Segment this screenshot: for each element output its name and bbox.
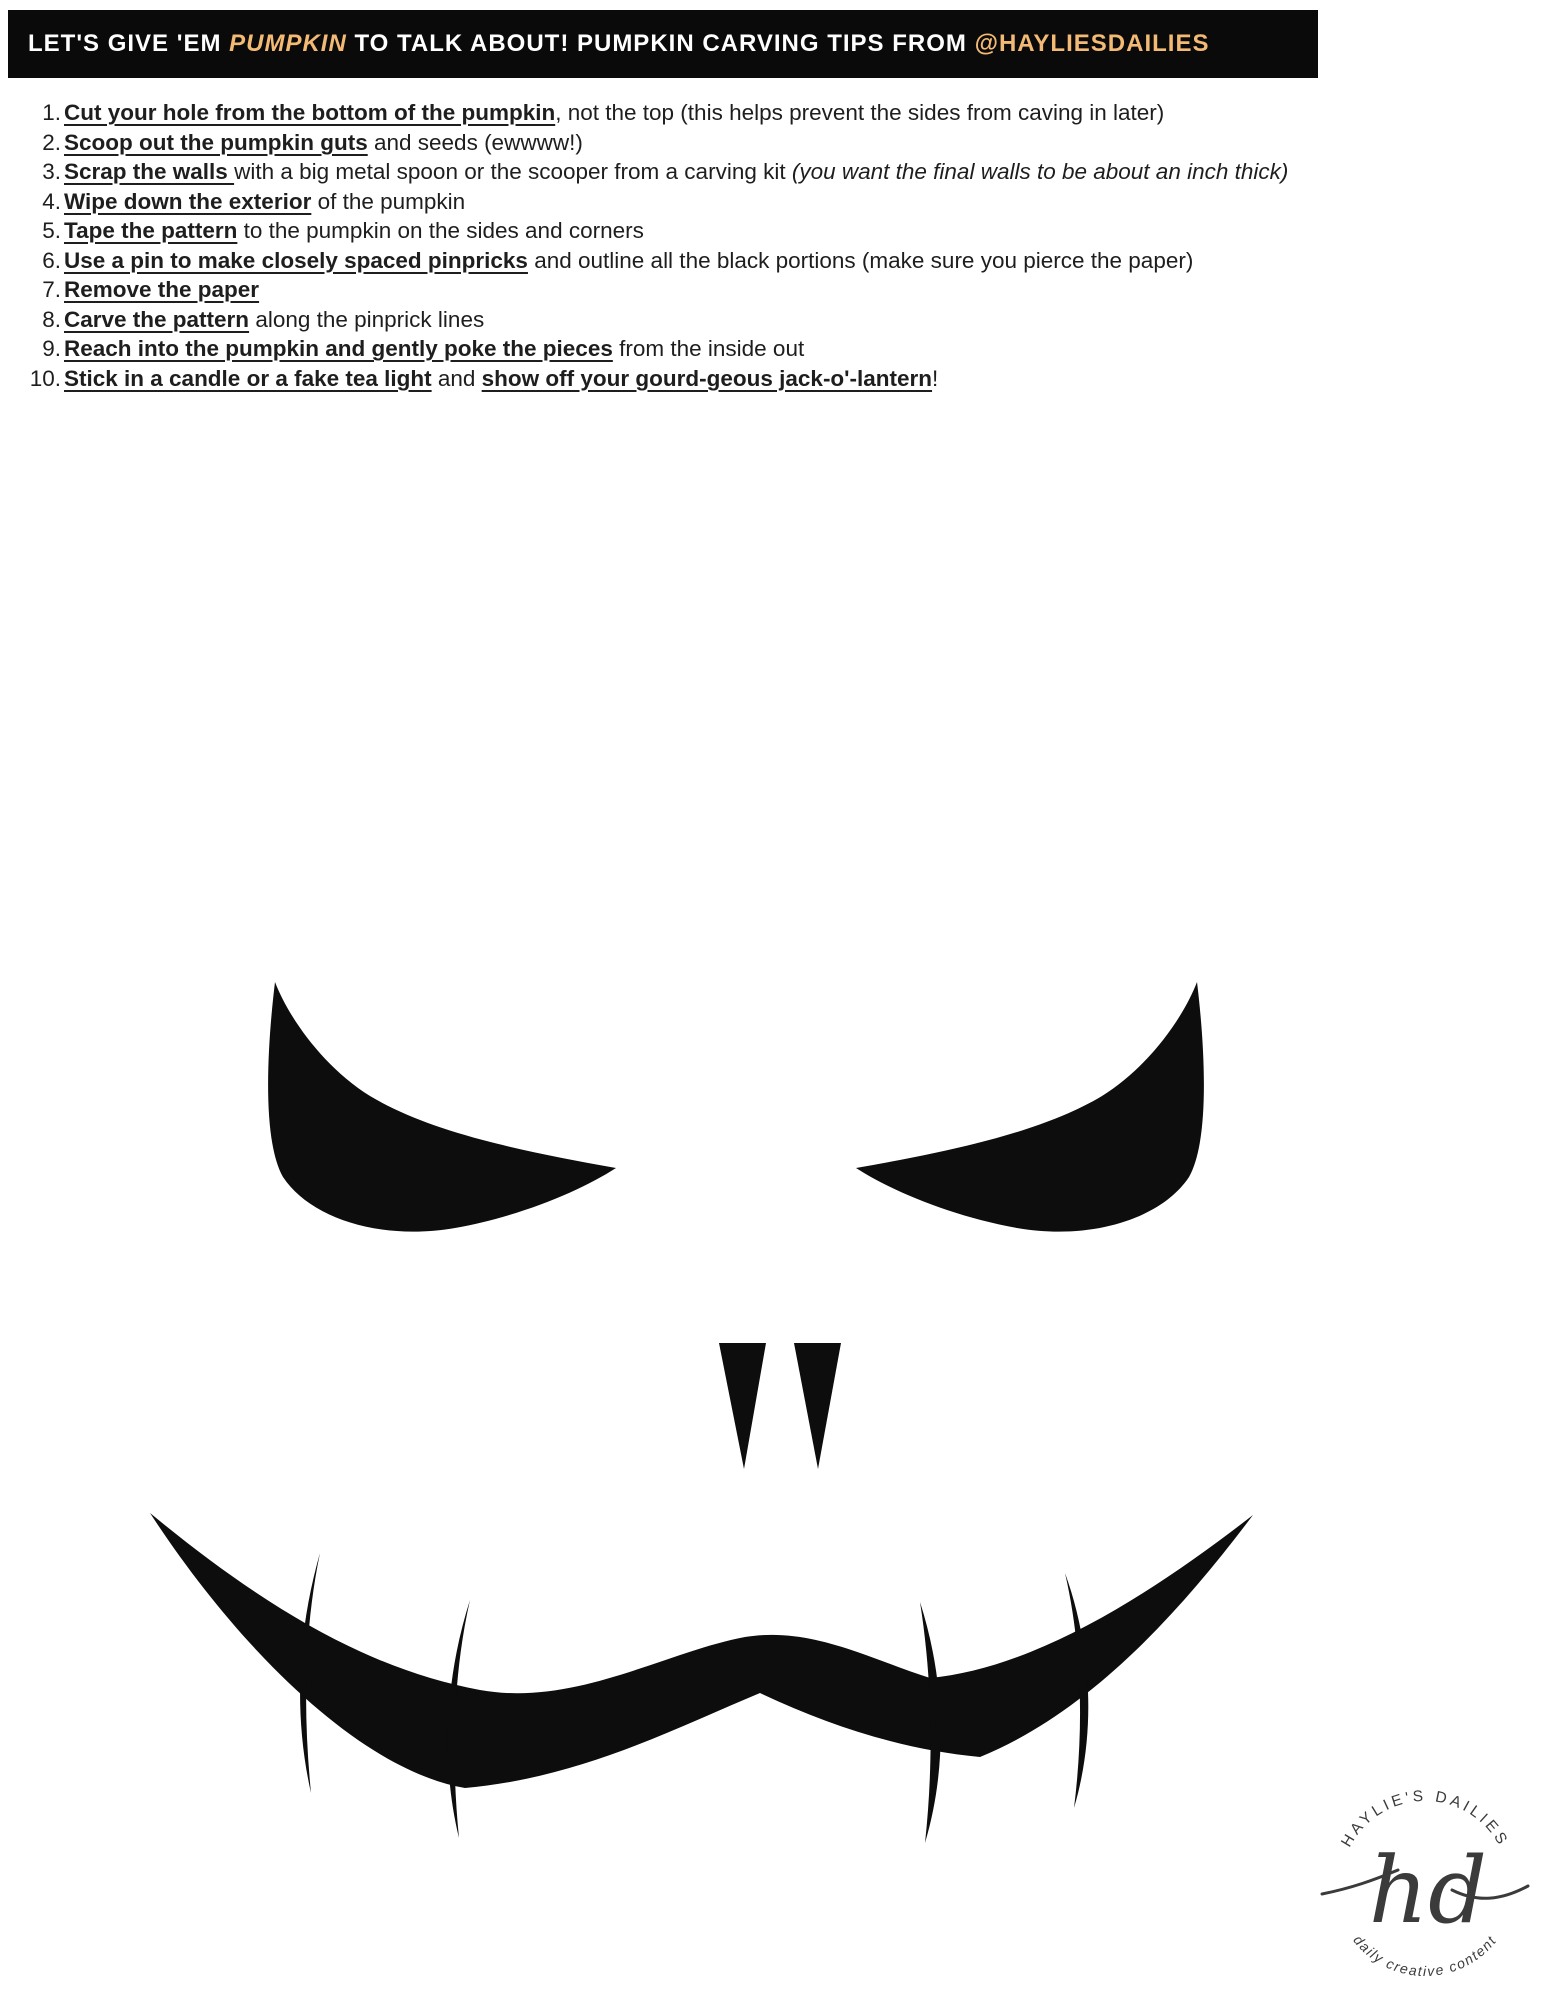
tip-number: 8. bbox=[42, 306, 61, 332]
tip-number: 4. bbox=[42, 188, 61, 214]
header-banner bbox=[8, 10, 1318, 78]
banner-text-2: TO TALK ABOUT! PUMPKIN CARVING TIPS FROM bbox=[346, 30, 975, 57]
tip-item bbox=[0, 305, 1545, 335]
tip-text: (you want the final walls to be about an inch thick) bbox=[791, 159, 1289, 184]
tip-text-underlined: Scrap the walls bbox=[64, 159, 235, 184]
mouth-stitch-3 bbox=[920, 1602, 941, 1843]
tip-text-underlined: Scoop out the pumpkin guts bbox=[64, 129, 368, 155]
tip-text: to the pumpkin on the sides and corners bbox=[237, 218, 644, 243]
tip-item bbox=[0, 128, 1545, 158]
tip-text: ! bbox=[932, 365, 939, 391]
tip-text-underlined: Remove the paper bbox=[64, 277, 260, 302]
tip-text-underlined: Carve the pattern bbox=[64, 306, 250, 332]
tip-text-underlined: Cut your hole from the bottom of the pumpkin bbox=[64, 100, 556, 125]
tip-number: 9. bbox=[42, 336, 61, 361]
tip-number: 6. bbox=[42, 247, 61, 273]
tip-text: of the pumpkin bbox=[311, 188, 466, 214]
right-eye-shape bbox=[856, 982, 1204, 1232]
tip-item bbox=[0, 216, 1545, 246]
tip-item bbox=[0, 157, 1545, 187]
tip-number: 7. bbox=[42, 277, 61, 302]
tip-item bbox=[0, 187, 1545, 217]
logo-arc-bottom-text: daily creative content bbox=[1350, 1931, 1500, 1980]
tip-number: 1. bbox=[42, 100, 61, 125]
tip-item bbox=[0, 98, 1545, 128]
mouth-stitch-2 bbox=[448, 1600, 470, 1838]
mouth-shape bbox=[150, 1513, 1253, 1788]
tip-text-underlined: show off your gourd-geous jack-o'-lantern bbox=[481, 365, 933, 391]
banner-handle: @HAYLIESDAILIES bbox=[974, 30, 1210, 57]
tip-text: along the pinprick lines bbox=[249, 306, 485, 332]
tip-number: 2. bbox=[42, 129, 61, 155]
nose-right-triangle bbox=[794, 1343, 841, 1469]
tip-text: with a big metal spoon or the scooper from a carving kit bbox=[234, 159, 792, 184]
nose-left-triangle bbox=[719, 1343, 766, 1469]
logo-flourish-right bbox=[1452, 1886, 1528, 1898]
tips-list bbox=[0, 98, 1545, 393]
tip-number: 3. bbox=[42, 159, 61, 184]
tip-text: and bbox=[431, 365, 482, 391]
tip-item bbox=[0, 334, 1545, 364]
tip-item bbox=[0, 246, 1545, 276]
banner-highlight-pumpkin: PUMPKIN bbox=[229, 30, 347, 57]
tip-text-underlined: Wipe down the exterior bbox=[64, 188, 312, 214]
left-eye-shape bbox=[268, 982, 616, 1232]
logo-flourish-left bbox=[1322, 1870, 1398, 1894]
tip-text: and outline all the black portions (make sure you pierce the paper) bbox=[527, 247, 1194, 273]
tip-text-underlined: Reach into the pumpkin and gently poke the pieces bbox=[64, 336, 613, 361]
tip-number: 10. bbox=[29, 365, 61, 391]
tip-item bbox=[0, 275, 1545, 305]
logo-arc-top-text: HAYLIE'S DAILIES bbox=[1338, 1787, 1512, 1851]
banner-text-1: LET'S GIVE 'EM bbox=[28, 30, 230, 57]
mouth-stitch-1 bbox=[300, 1553, 320, 1793]
tip-text-underlined: Use a pin to make closely spaced pinpricks bbox=[64, 247, 528, 273]
tip-item bbox=[0, 364, 1545, 394]
tip-text-underlined: Stick in a candle or a fake tea light bbox=[64, 365, 432, 391]
mouth-stitch-4 bbox=[1065, 1573, 1088, 1808]
tip-text: , not the top (this helps prevent the sides from caving in later) bbox=[555, 100, 1165, 125]
tip-number: 5. bbox=[42, 218, 61, 243]
tip-text-underlined: Tape the pattern bbox=[64, 218, 238, 243]
tip-text: and seeds (ewwww!) bbox=[367, 129, 583, 155]
tip-text: from the inside out bbox=[612, 336, 805, 361]
logo-monogram: hd bbox=[1368, 1837, 1488, 1944]
